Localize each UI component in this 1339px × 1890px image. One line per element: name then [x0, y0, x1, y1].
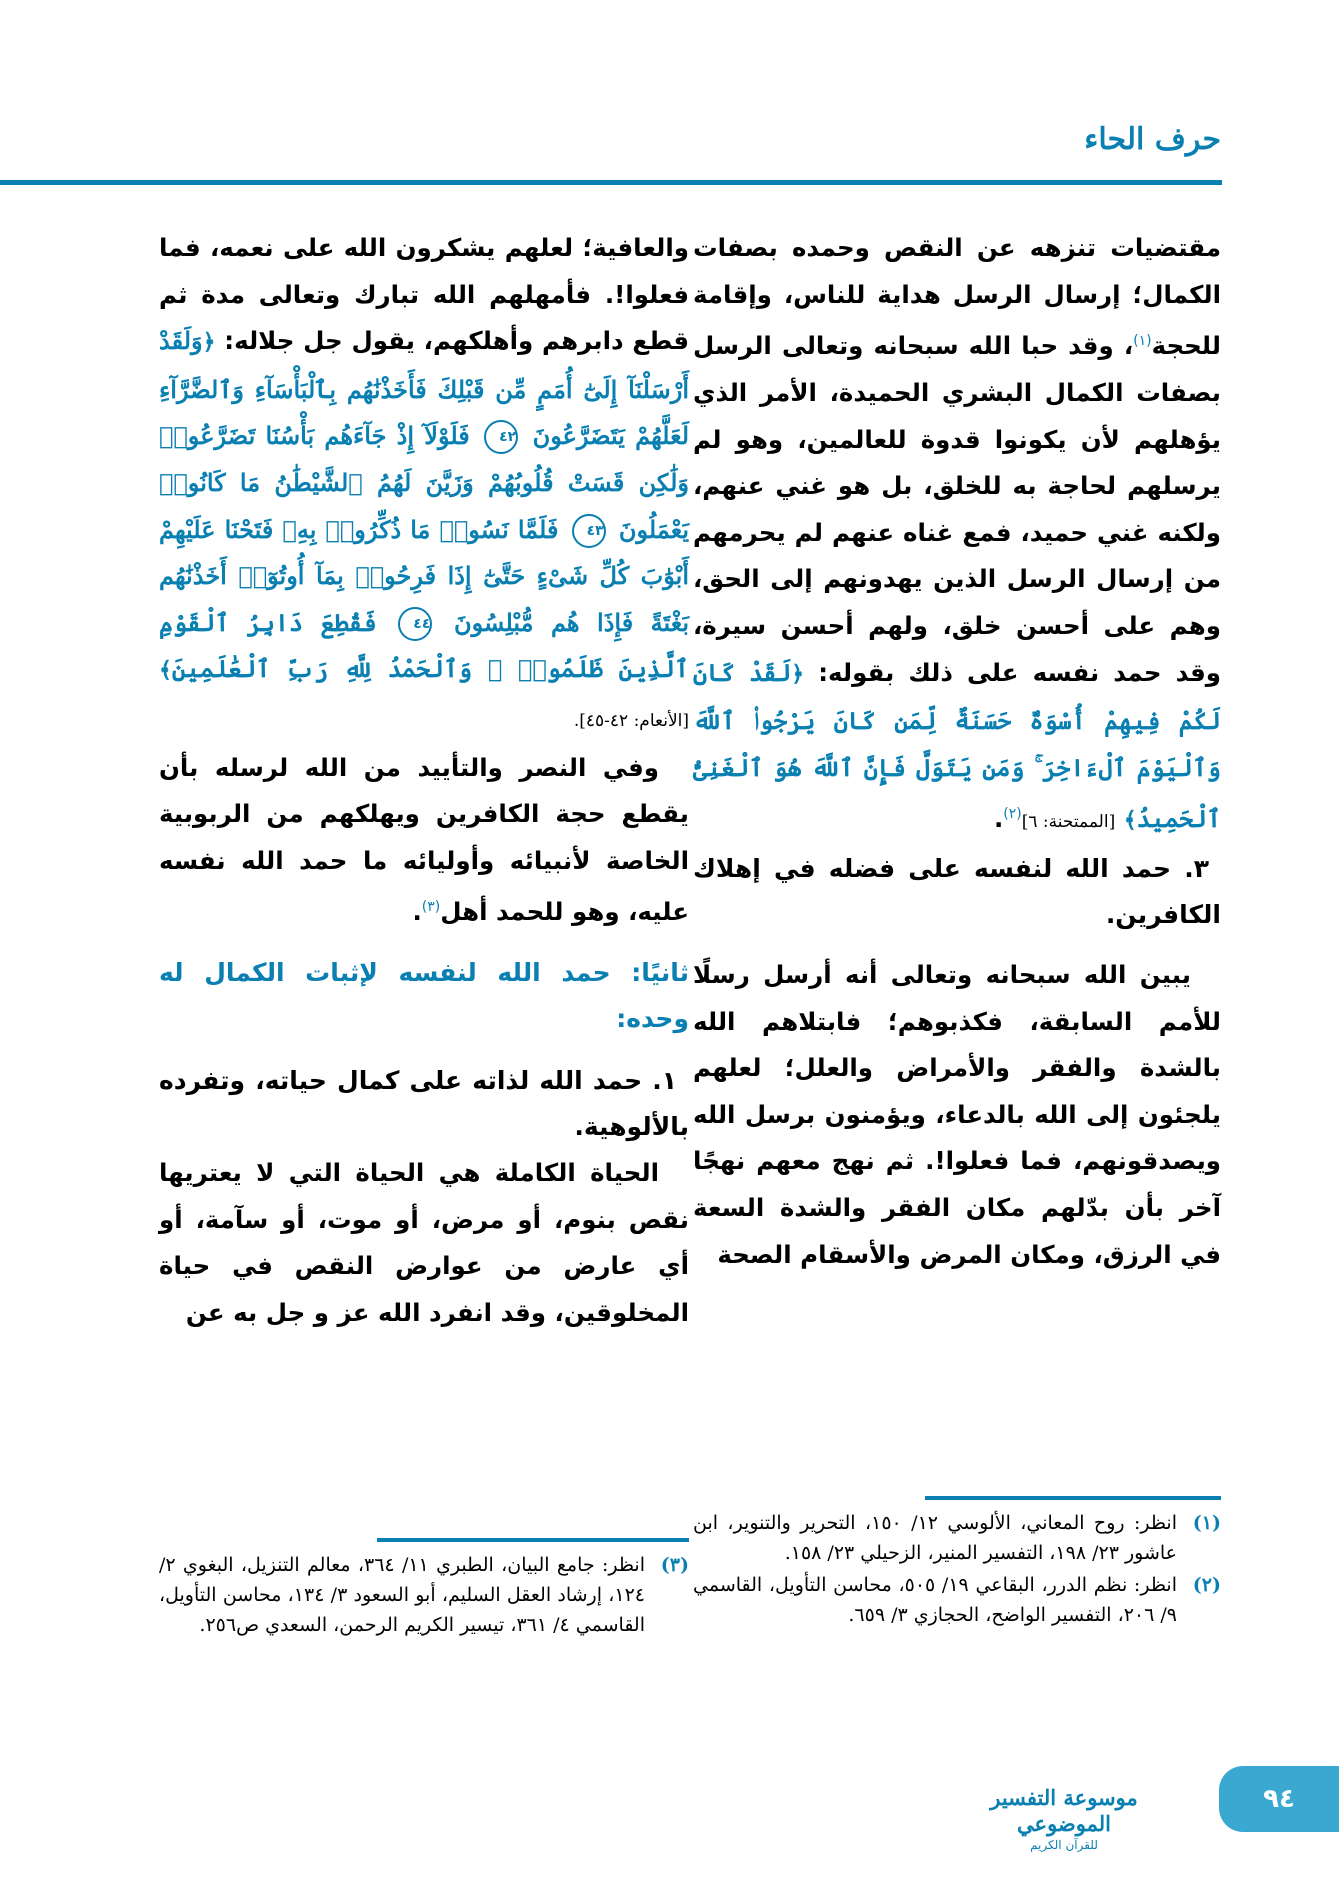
- verse-close-bracket: ﴾: [159, 658, 172, 684]
- header-rule: [0, 180, 1222, 185]
- footnote-number: (١): [1192, 1512, 1221, 1534]
- quran-verse: فَلَوْلَآ إِذْ جَآءَهُم بَأْسُنَا تَضَرَّعُوا۟ وَلَٰكِن قَسَتْ قُلُوبُهُمْ وَزَيَّنَ لَهُمُ ٱلشَّيْطَٰنُ مَا كَانُوا۟ يَعْمَلُونَ: [159, 421, 689, 544]
- footnote: [693, 1570, 1221, 1630]
- period: .: [412, 897, 422, 927]
- quran-verse: فَلَمَّا نَسُوا۟ مَا ذُكِّرُوا۟ بِهِۦ فَتَحْنَا عَلَيْهِمْ أَبْوَٰبَ كُلِّ شَىْءٍ حَتَّىٰٓ إِذَا فَرِحُوا۟ بِمَآ أُوتُوٓا۟ أَخَذْنَٰهُم بَغْتَةً فَإِذَا هُم مُّبْلِسُونَ: [159, 514, 690, 637]
- paragraph-text: وفي النصر والتأييد من الله لرسله بأن يقطع حجة الكافرين ويهلكهم من الربوبية الخاصة لأنبيائه وأوليائه ما حمد الله نفسه عليه، وهو للحمد أهل: [159, 752, 689, 927]
- point-heading: ١. حمد الله لذاته على كمال حياته، وتفرده بالألوهية.: [159, 1066, 689, 1142]
- page-number: ٩٤: [1263, 1784, 1295, 1814]
- paragraph-text: مقتضيات تنزهه عن النقص وحمده بصفات الكمال؛ إرسال الرسل هداية للناس، وإقامة للحجة: [693, 233, 1221, 361]
- footnote-text: انظر: روح المعاني، الألوسي ١٢/ ١٥٠، التحرير والتنوير، ابن عاشور ٢٣/ ١٩٨، التفسير المنير، الزحيلي ٢٣/ ١٥٨.: [693, 1512, 1177, 1564]
- left-column: [159, 225, 689, 1336]
- brand-logo: [959, 1785, 1169, 1853]
- section-heading: ثانيًا: حمد الله لنفسه لإثبات الكمال له وحده:: [159, 958, 689, 1034]
- verse-open-bracket: ﴿: [791, 661, 805, 687]
- quran-verse: وَلَقَدْ أَرْسَلْنَآ إِلَىٰٓ أُمَمٍ مِّن قَبْلِكَ فَأَخَذْنَٰهُم بِٱلْبَأْسَآءِ وَٱلضَّرَّآءِ لَعَلَّهُمْ يَتَضَرَّعُونَ: [159, 326, 689, 451]
- footnote-number: (٢): [1192, 1574, 1221, 1596]
- paragraph: يبين الله سبحانه وتعالى أنه أرسل رسلًا للأمم السابقة، فكذبوهم؛ فابتلاهم الله بالشدة والفقر والأمراض والعلل؛ لعلهم يلجئون إلى الله بالدعاء، ويؤمنون برسل الله ويصدقونهم، فما فعلوا!. ثم نهج معهم نهجًا آخر بأن بدّلهم مكان الفقر والشدة السعة في الرزق، ومكان المرض والأسقام الصحة: [693, 960, 1221, 1269]
- paragraph-text: ، وقد حبا الله سبحانه وتعالى الرسل بصفات الكمال البشري الحميدة، الأمر الذي يؤهلهم لأن يكونوا قدوة للعالمين، وهو لم يرسلهم لحاجة به للخلق، بل هو غني عنهم، ولكنه غني حميد، فمع غناه عنهم لم يحرمهم من إرسال الرسل الذين يهدونهم إلى الحق، وهم على أحسن خلق، ولهم أحسن سيرة، وقد حمد نفسه على ذلك بقوله:: [693, 331, 1222, 687]
- brand-subtitle: للقرآن الكريم: [1030, 1838, 1098, 1852]
- footnotes-right: [693, 1508, 1221, 1632]
- ayah-number: ٤٢: [484, 420, 518, 454]
- footnote-number: (٣): [660, 1554, 689, 1576]
- footnote-separator: [377, 1538, 689, 1542]
- footnote-ref[interactable]: (١): [1133, 333, 1152, 350]
- paragraph: [693, 225, 1221, 846]
- brand-title: موسوعة التفسير الموضوعي: [990, 1785, 1138, 1836]
- footnote-text: انظر: نظم الدرر، البقاعي ١٩/ ٥٠٥، محاسن التأويل، القاسمي ٩/ ٢٠٦، التفسير الواضح، الحجازي ٣/ ٦٥٩.: [693, 1574, 1177, 1626]
- footnote-ref[interactable]: (٢): [1003, 806, 1022, 823]
- verse-reference: [الأنعام: ٤٢-٤٥].: [573, 710, 689, 731]
- paragraph: [159, 225, 689, 745]
- page-number-badge: [1219, 1766, 1339, 1832]
- ayah-number: ٤٤: [398, 607, 432, 641]
- point-heading: ٣. حمد الله لنفسه على فضله في إهلاك الكافرين.: [693, 854, 1221, 930]
- footnotes-left: [159, 1550, 689, 1642]
- footnote: [693, 1508, 1221, 1568]
- quran-verse: فَقُطِعَ دَابِرُ ٱلْقَوْمِ ٱلَّذِينَ ظَلَمُوا۟ ۚ وَٱلْحَمْدُ لِلَّهِ رَبِّ ٱلْعَٰلَمِينَ: [159, 607, 689, 684]
- paragraph: [159, 745, 689, 937]
- verse-close-bracket: ﴾: [1123, 808, 1137, 834]
- paragraph-text: والعافية؛ لعلهم يشكرون الله على نعمه، فما فعلوا!. فأمهلهم الله تبارك وتعالى مدة ثم قطع دابرهم وأهلكهم، يقول جل جلاله:: [159, 233, 689, 356]
- footnote-text: انظر: جامع البيان، الطبري ١١/ ٣٦٤، معالم التنزيل، البغوي ٢/ ١٢٤، إرشاد العقل السليم، أبو السعود ٣/ ١٣٤، محاسن التأويل، القاسمي ٤/ ٣٦١، تيسير الكريم الرحمن، السعدي ص٢٥٦.: [159, 1554, 645, 1636]
- verse-reference: [الممتحنة: ٦]: [1021, 812, 1116, 833]
- quran-verse: لَقَدْ كَانَ لَكُمْ فِيهِمْ أُسْوَةٌ حَسَنَةٌ لِّمَن كَانَ يَرْجُوا۟ ٱللَّهَ وَٱلْيَوْمَ ٱلْءَاخِرَ ۚ وَمَن يَتَوَلَّ فَإِنَّ ٱللَّهَ هُوَ ٱلْغَنِىُّ ٱلْحَمِيدُ: [693, 657, 1221, 834]
- paragraph: الحياة الكاملة هي الحياة التي لا يعتريها نقص بنوم، أو مرض، أو موت، أو سآمة، أو أي عارض من عوارض النقص في حياة المخلوقين، وقد انفرد الله عز و جل به عن: [159, 1158, 689, 1327]
- right-column: [693, 225, 1221, 1278]
- footnote: [159, 1550, 689, 1640]
- footnote-ref[interactable]: (٣): [421, 899, 441, 916]
- footnote-separator: [925, 1496, 1221, 1500]
- section-title: حرف الحاء: [1084, 122, 1221, 157]
- verse-open-bracket: ﴿: [202, 330, 216, 356]
- ayah-number: ٤٣: [572, 514, 606, 548]
- period: .: [993, 804, 1004, 834]
